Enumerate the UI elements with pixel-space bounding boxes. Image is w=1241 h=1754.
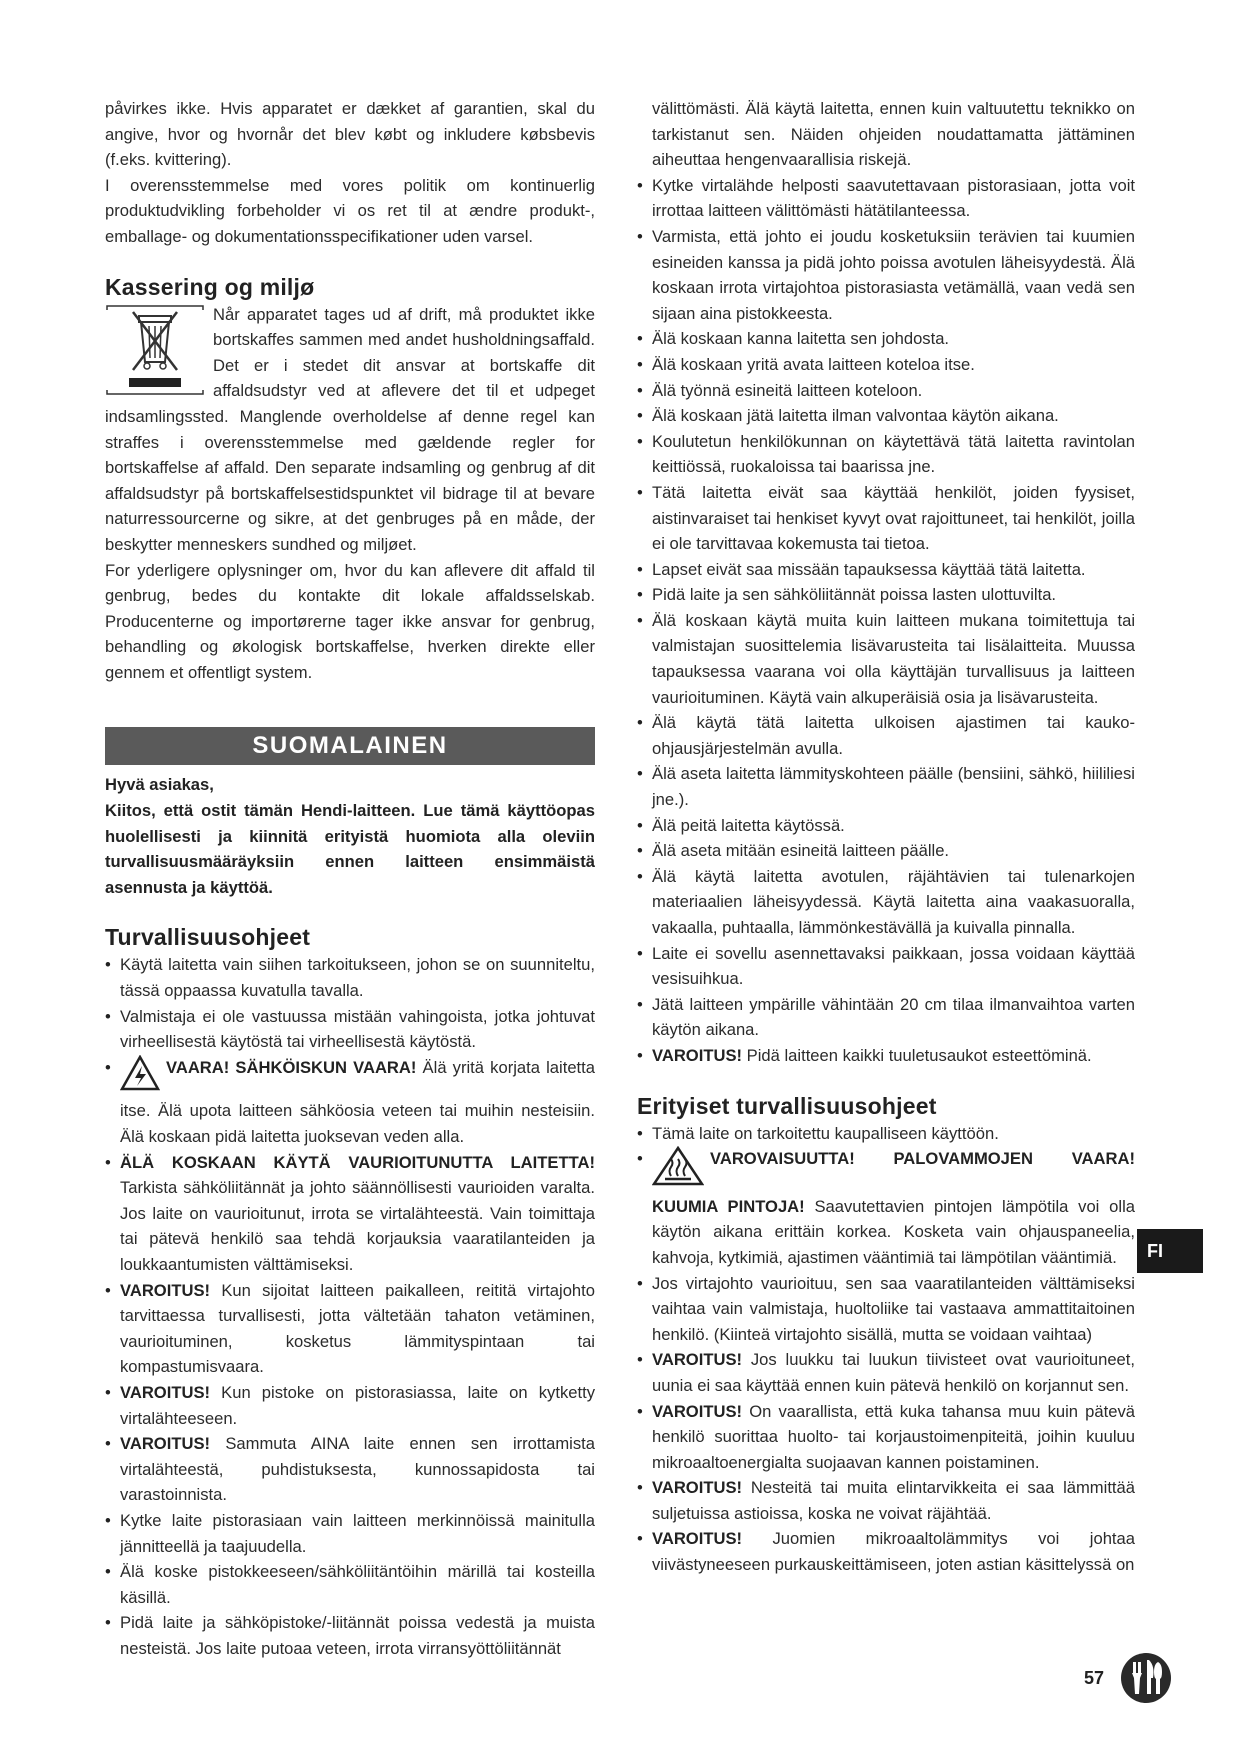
list-item: • Jätä laitteen ympärille vähintään 20 cm tilaa ilmanvaihtoa varten käytön aikana.	[637, 992, 1135, 1043]
list-item: • Älä käytä tätä laitetta ulkoisen ajastimen tai kauko-ohjausjärjestelmän avulla.	[637, 710, 1135, 761]
list-item: • Älä koskaan käytä muita kuin laitteen mukana toimitettuja tai valmistajan suosittelemia lisävarusteita tai lisälaitteita. Muussa tapauksessa vaarana voi olla käyttäjän turvallisuus ja laitteen vaurioituminen. Käytä vain alkuperäisiä osia ja lisävarusteita.	[637, 608, 1135, 710]
hot-surface-icon	[652, 1146, 704, 1194]
cutlery-logo-icon	[1120, 1652, 1172, 1704]
list-item: • Laite ei sovellu asennettavaksi paikkaan, jossa voidaan käyttää vesisuihkua.	[637, 941, 1135, 992]
list-item: • Älä koskaan kanna laitetta sen johdosta.	[637, 326, 1135, 352]
list-item: • VAROITUS! Jos luukku tai luukun tiivisteet ovat vaurioituneet, uunia ei saa käyttää ennen kuin pätevä henkilö on korjannut sen.	[637, 1347, 1135, 1398]
list-item: • Kytke virtalähde helposti saavutettavaan pistorasiaan, jotta voit irrottaa laitteen välittömästi hätätilanteessa.	[637, 173, 1135, 224]
list-item: • Pidä laite ja sen sähköliitännät poissa lasten ulottuvilta.	[637, 582, 1135, 608]
language-banner: SUOMALAINEN	[105, 727, 595, 765]
intro-paragraph: Kiitos, että ostit tämän Hendi-laitteen. Lue tämä käyttöopas huolellisesti ja kiinnitä erityistä huomiota alla oleviin turvallisuusmääräyksiin ennen laitteen ensimmäistä asennusta ja käyttöä.	[105, 801, 595, 897]
list-item: • Kytke laite pistorasiaan vain laitteen merkinnöissä mainitulla jännitteellä ja taajuudella.	[105, 1508, 595, 1559]
list-item: • Koulutetun henkilökunnan on käytettävä tätä laitetta ravintolan keittiössä, ruokaloissa tai baarissa jne.	[637, 429, 1135, 480]
list-item: • VAROITUS! Kun pistoke on pistorasiassa, laite on kytketty virtalähteeseen.	[105, 1380, 595, 1431]
list-item: • VAROITUS! On vaarallista, että kuka tahansa muu kuin pätevä henkilö suorittaa huolto- tai korjaustoimenpiteitä, joihin kuuluu mikroaaltoenergialta suojaavan kannen poistaminen.	[637, 1399, 1135, 1476]
list-item: • VAROITUS! Pidä laitteen kaikki tuuletusaukot esteettöminä.	[637, 1043, 1135, 1069]
list-item: • Älä koskaan yritä avata laitteen koteloa itse.	[637, 352, 1135, 378]
list-item: • Älä aseta mitään esineitä laitteen päälle.	[637, 838, 1135, 864]
page-number: 57	[1084, 1668, 1105, 1688]
left-column	[105, 96, 595, 1661]
paragraph: välittömästi. Älä käytä laitetta, ennen kuin valtuutettu teknikko on tarkistanut sen. Näiden ohjeiden noudattamatta jättäminen aiheuttaa hengenvaarallisia riskejä.	[652, 99, 1135, 170]
list-item: • Pidä laite ja sähköpistoke/-liitännät poissa vedestä ja muista nesteistä. Jos laite putoaa veteen, irrota virransyöttöliitännät	[105, 1610, 595, 1661]
list-item: • Käytä laitetta vain siihen tarkoitukseen, johon se on suunniteltu, tässä oppaassa kuvatulla tavalla.	[105, 952, 595, 1003]
heading-turvallisuusohjeet: Turvallisuusohjeet	[105, 924, 311, 951]
list-item: • Varmista, että johto ei joudu kosketuksiin terävien tai kuumien esineiden kanssa ja pidä johto poissa avotulen läheisyydestä. Älä koskaan irrota virtajohtoa pistorasiasta vetämällä, vaan vedä sen sijaan aina pistokkeesta.	[637, 224, 1135, 326]
heading-erityiset: Erityiset turvallisuusohjeet	[637, 1092, 937, 1119]
list-item: • Älä koske pistokkeeseen/sähköliitäntöihin märillä tai kosteilla käsillä.	[105, 1559, 595, 1610]
paragraph: I overensstemmelse med vores politik om kontinuerlig produktudvikling forbeholder vi os ret til at ændre produkt-, emballage- og dokumentationsspecifikationer uden varsel.	[105, 175, 595, 246]
paragraph: For yderligere oplysninger om, hvor du kan aflevere dit affald til genbrug, bedes du kontakte dit lokale affaldsselskab. Producenterne og importørerne tager ikke ansvar for genbrug, behandling og økologisk bortskaffelse, hverken direkte eller gennem et offentligt system.	[105, 560, 595, 682]
weee-bin-icon	[105, 304, 205, 396]
list-item: • ÄLÄ KOSKAAN KÄYTÄ VAURIOITUNUTTA LAITETTA! Tarkista sähköliitännät ja johto säännöllisesti vaurioiden varalta. Jos laite on vaurioitunut, irrota se virtalähteestä. Vain toimittaja tai pätevä henkilö saa tehdä korjauksia vaaratilanteiden ja loukkaantumisten välttämiseksi.	[105, 1150, 595, 1278]
list-item: • Tätä laitetta eivät saa käyttää henkilöt, joiden fyysiset, aistinvaraiset tai henkiset kyvyt ovat rajoittuneet, tai henkilöt, joilla ei ole tarvittavaa kokemusta tai tietoa.	[637, 480, 1135, 557]
heading-kassering: Kassering og miljø	[105, 273, 315, 300]
paragraph: Når apparatet tages ud af drift, må produktet ikke bortskaffes sammen med andet husholdningsaffald. Det er i stedet dit ansvar at bortskaffe dit affaldsudstyr ved at aflevere det til et udpeget indsamlingssted. Manglende overholdelse af denne regel kan straffes i overensstemmelse med gældende regler for bortskaffelse af affald. Den separate indsamling og genbrug af dit affaldsudstyr på bortskaffelsestidspunktet vil bidrage til at bevare naturressourcerne og sikre, at det genbruges på en måde, der beskytter menneskers sundhed og miljøet.	[105, 304, 595, 554]
language-tab: FI	[1137, 1229, 1203, 1273]
list-item: • Älä aseta laitetta lämmityskohteen päälle (bensiini, sähkö, hiililiesi jne.).	[637, 761, 1135, 812]
paragraph: påvirkes ikke. Hvis apparatet er dækket af garantien, skal du angive, hvor og hvornår det blev købt og inkludere købsbevis (f.eks. kvittering).	[105, 99, 595, 170]
electric-hazard-icon	[120, 1055, 160, 1099]
list-item: • Älä työnnä esineitä laitteen koteloon.	[637, 378, 1135, 404]
right-column	[637, 96, 1135, 1578]
list-item: • Älä käytä laitetta avotulen, räjähtävien tai tulenarkojen materiaalien läheisyydessä. Käytä laitetta aina vaakasuoralla, vakaalla, puhtaalla, lämmönkestävällä ja kuivalla pinnalla.	[637, 864, 1135, 941]
list-item: • VAROITUS! Sammuta AINA laite ennen sen irrottamista virtalähteestä, puhdistuksesta, kunnossapidosta tai varastoinnista.	[105, 1431, 595, 1508]
list-item: • VAROVAISUUTTA! PALOVAMMOJEN VAARA! KUUMIA PINTOJA! Saavutettavien pintojen lämpötila voi olla käytön aikana erittäin korkea. Kosketa vain ohjauspaneelia, kahvoja, kytkimiä, ajastimen vääntimiä tai lämpötilan vääntimiä.	[637, 1146, 1135, 1270]
list-item: • Älä peitä laitetta käytössä.	[637, 813, 1135, 839]
list-item: • VAROITUS! Juomien mikroaaltolämmitys voi johtaa viivästyneeseen purkauskeittämiseen, joten astian käsittelyssä on	[637, 1526, 1135, 1577]
list-item: • Valmistaja ei ole vastuussa mistään vahingoista, jotka johtuvat virheellisestä käytöstä tai virheellisestä käytöstä.	[105, 1004, 595, 1055]
list-item: • Lapset eivät saa missään tapauksessa käyttää tätä laitetta.	[637, 557, 1135, 583]
list-item: • VAROITUS! Nesteitä tai muita elintarvikkeita ei saa lämmittää suljetuissa astioissa, koska ne voivat räjähtää.	[637, 1475, 1135, 1526]
list-item: • Tämä laite on tarkoitettu kaupalliseen käyttöön.	[637, 1121, 1135, 1147]
greeting: Hyvä asiakas,	[105, 775, 214, 795]
list-item: • VAARA! SÄHKÖISKUN VAARA! Älä yritä korjata laitetta itse. Älä upota laitteen sähköosia veteen tai muihin nesteisiin. Älä koskaan pidä laitetta juoksevan veden alla.	[105, 1055, 595, 1150]
list-item: • Jos virtajohto vaurioituu, sen saa vaaratilanteiden välttämiseksi vaihtaa vain valmistaja, huoltoliike tai vastaava ammattitaitoinen henkilö. (Kiinteä virtajohto sisällä, mutta se voidaan vaihtaa)	[637, 1271, 1135, 1348]
list-item: • VAROITUS! Kun sijoitat laitteen paikalleen, reititä virtajohto tarvittaessa turvallisesti, jotta vältetään tahaton vetäminen, vaurioituminen, kosketus lämmityspintaan tai kompastumisvaara.	[105, 1278, 595, 1380]
list-item: • Älä koskaan jätä laitetta ilman valvontaa käytön aikana.	[637, 403, 1135, 429]
